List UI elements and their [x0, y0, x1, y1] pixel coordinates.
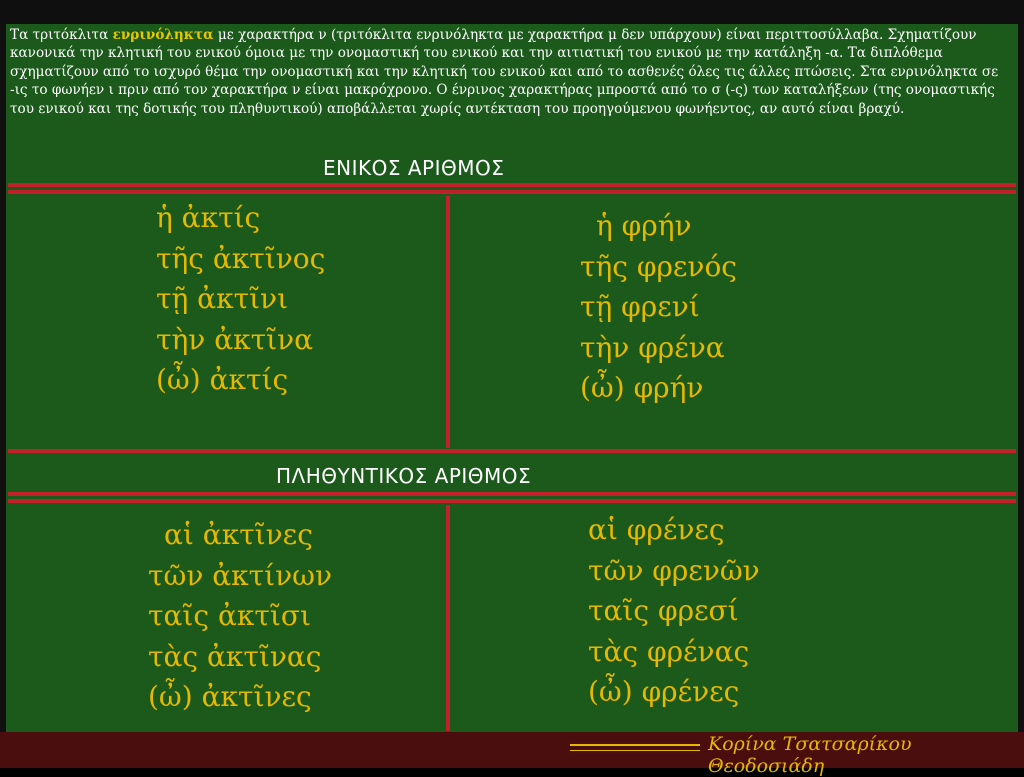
form-row: τῇ φρενί — [580, 290, 700, 323]
form-row: (ὦ) ἀκτίς — [156, 363, 289, 396]
form-row: τῶν ἀκτίνων — [148, 558, 332, 592]
form-row: (ὦ) φρένες — [588, 675, 740, 708]
form-row: (ὦ) φρήν — [580, 371, 704, 404]
singular-left-forms — [156, 198, 325, 401]
plural-title: ΠΛΗΘΥΝΤΙΚΟΣ ΑΡΙΘΜΟΣ — [276, 464, 532, 488]
form-row: τὰς ἀκτῖνας — [148, 639, 322, 673]
rule-singular-top — [8, 183, 1016, 187]
intro-highlight: ενρινόληκτα — [112, 27, 214, 43]
rule-plural-top — [8, 492, 1016, 496]
rule-singular-bottom — [8, 449, 1016, 453]
footer-rule-thin — [570, 750, 700, 751]
plural-right-forms — [588, 510, 760, 713]
author-signature: Κορίνα Τσατσαρίκου Θεοδοσιάδη — [708, 733, 912, 777]
form-row: τὴν φρένα — [580, 330, 725, 364]
rule-plural-divider — [446, 505, 450, 731]
form-row: (ὦ) ἀκτῖνες — [148, 680, 312, 713]
form-row: αἱ ἀκτῖνες — [164, 518, 313, 551]
singular-right-forms — [580, 206, 737, 409]
form-row: τῇ ἀκτῖνι — [156, 282, 289, 315]
rule-singular-divider — [446, 196, 450, 448]
form-row: ἡ ἀκτίς — [156, 201, 261, 234]
form-row: ταῖς φρεσί — [588, 594, 739, 627]
form-row: ἡ φρήν — [596, 209, 692, 242]
singular-title: ΕΝΙΚΟΣ ΑΡΙΘΜΟΣ — [323, 156, 505, 180]
form-row: τὰς φρένας — [588, 634, 750, 668]
form-row: τῆς φρενός — [580, 249, 737, 283]
intro-text-start: Τα τριτόκλιτα — [10, 27, 113, 43]
plural-left-forms — [148, 515, 332, 718]
footer-rule — [570, 744, 700, 746]
form-row: ταῖς ἀκτῖσι — [148, 599, 311, 632]
form-row: τῶν φρενῶν — [588, 553, 760, 587]
form-row: τὴν ἀκτῖνα — [156, 322, 313, 356]
intro-paragraph — [10, 26, 1014, 118]
rule-plural-top-2 — [8, 499, 1016, 503]
form-row: αἱ φρένες — [588, 513, 725, 546]
intro-text-rest: με χαρακτήρα ν (τριτόκλιτα ενρινόληκτα με χαρακτήρα μ δεν υπάρχουν) είναι περιττοσύλλαβα. Σχηματίζουν κανονικά την κλητική του ενικού όμοια με την ονομαστική του ενικού και την αιτιατική του ενικού με την κατάληξη -α. Τα διπλόθεμα σχηματίζουν από το ισχυρό θέμα την ονομαστική και την κλητική του ενικού και από το ασθενές όλες τις άλλες πτώσεις. Στα ενρινόληκτα σε -ις το φωνήεν ι πριν από τον χαρακτήρα ν είναι μακρόχρονο. Ο ένρινος χαρακτήρας μπροστά από το σ (-ς) των καταλήξεων (της ονομαστικής του ενικού και της δοτικής του πληθυντικού) αποβάλλεται χωρίς αντέκταση του προηγούμενου φωνήεντος, αν αυτό είναι βραχύ. — [10, 27, 999, 117]
rule-singular-top-2 — [8, 190, 1016, 194]
form-row: τῆς ἀκτῖνος — [156, 241, 326, 275]
